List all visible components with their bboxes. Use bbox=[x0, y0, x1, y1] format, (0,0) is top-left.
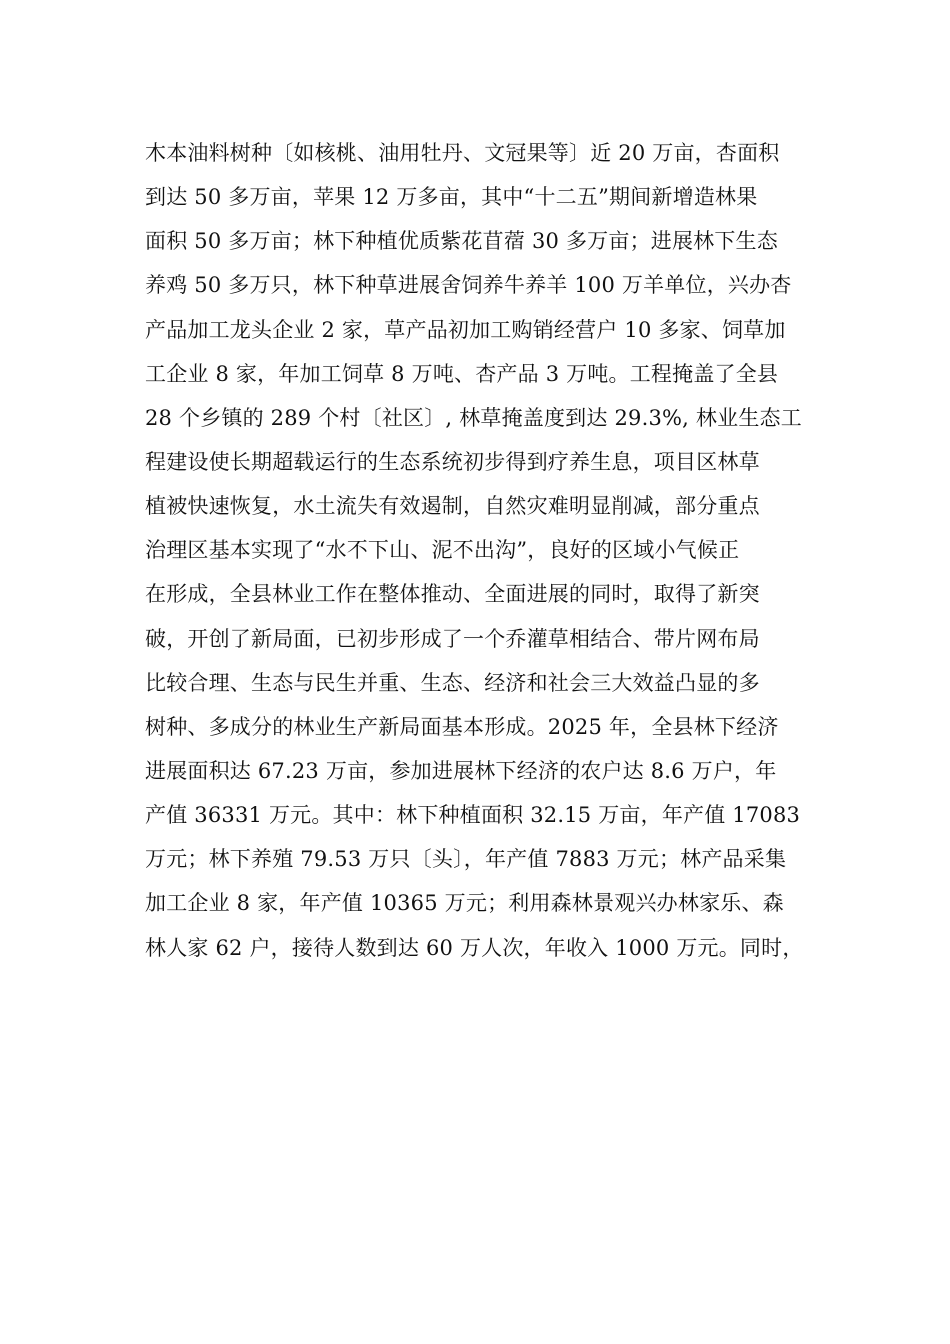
text-line: 木本油料树种〔如核桃、油用牡丹、文冠果等〕近 20 万亩，杏面积 bbox=[145, 141, 780, 165]
text-line: 程建设使长期超载运行的生态系统初步得到疗养生息，项目区林草 bbox=[145, 449, 760, 474]
text-line: 面积 50 多万亩；林下种植优质紫花苜蓿 30 多万亩；进展林下生态 bbox=[145, 229, 778, 254]
text-line: 比较合理、生态与民生并重、生态、经济和社会三大效益凸显的多 bbox=[145, 670, 760, 695]
text-line: 工企业 8 家，年加工饲草 8 万吨、杏产品 3 万吨。工程掩盖了全县 bbox=[145, 361, 779, 386]
text-line: 破，开创了新局面，已初步形成了一个乔灌草相结合、带片网布局 bbox=[145, 626, 760, 651]
text-line: 进展面积达 67.23 万亩，参加进展林下经济的农户达 8.6 万户，年 bbox=[145, 758, 777, 783]
text-line: 28 个乡镇的 289 个村〔社区〕, 林草掩盖度到达 29.3%, 林业生态工 bbox=[145, 405, 802, 430]
text-line: 治理区基本实现了“水不下山、泥不出沟”，良好的区域小气候正 bbox=[145, 538, 740, 563]
text-line: 加工企业 8 家，年产值 10365 万元；利用森林景观兴办林家乐、森 bbox=[145, 891, 784, 916]
text-line: 养鸡 50 多万只，林下种草进展舍饲养牛养羊 100 万羊单位，兴办杏 bbox=[145, 273, 792, 298]
body-paragraph bbox=[145, 131, 815, 970]
text-line: 林人家 62 户，接待人数到达 60 万人次，年收入 1000 万元。同时， bbox=[145, 935, 804, 960]
text-line: 植被快速恢复，水土流失有效遏制，自然灾难明显削减，部分重点 bbox=[145, 494, 760, 519]
text-line: 产值 36331 万元。其中：林下种植面积 32.15 万亩，年产值 17083 bbox=[145, 803, 801, 828]
text-line: 万元；林下养殖 79.53 万只〔头〕，年产值 7883 万元；林产品采集 bbox=[145, 847, 787, 872]
text-line: 产品加工龙头企业 2 家，草产品初加工购销经营户 10 多家、饲草加 bbox=[145, 317, 786, 342]
text-line: 树种、多成分的林业生产新局面基本形成。2025 年，全县林下经济 bbox=[145, 714, 779, 739]
text-line: 在形成，全县林业工作在整体推动、全面进展的同时，取得了新突 bbox=[145, 582, 760, 607]
text-line: 到达 50 多万亩，苹果 12 万多亩，其中“十二五”期间新增造林果 bbox=[145, 185, 758, 210]
